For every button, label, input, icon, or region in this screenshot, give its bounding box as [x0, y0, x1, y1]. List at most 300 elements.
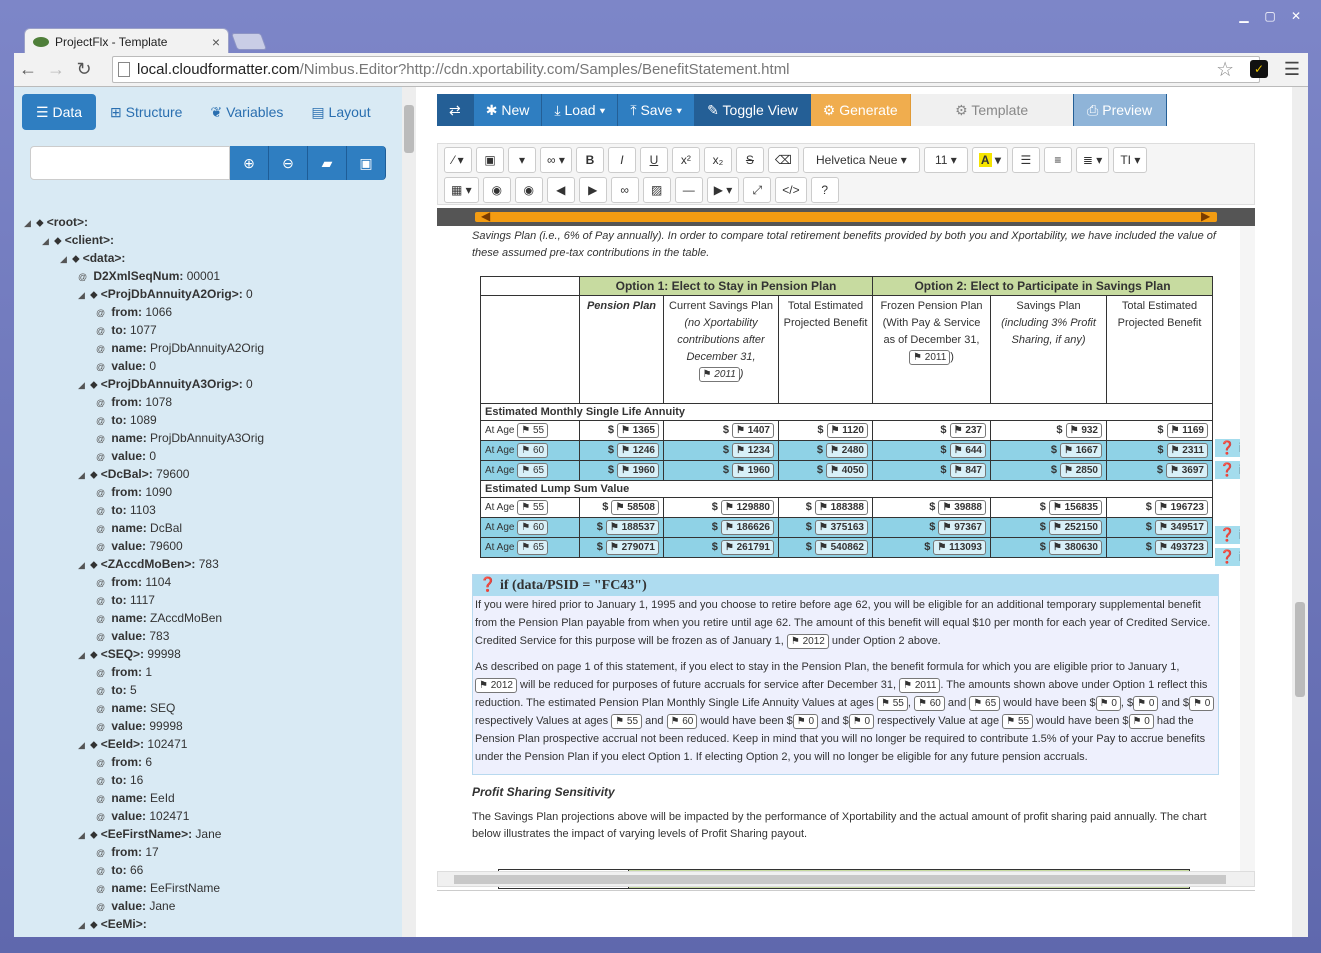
node-name: name:	[111, 881, 147, 895]
amount-value: 186626	[736, 522, 770, 533]
value-chip[interactable]: ⚑ 188388	[815, 500, 868, 515]
tree-node[interactable]	[24, 465, 394, 483]
help-icon[interactable]: ?	[811, 177, 839, 203]
age-value: 60	[533, 522, 545, 533]
eraser-icon[interactable]: ⌫	[768, 147, 799, 173]
swap-icon[interactable]: ⇄	[437, 94, 474, 126]
link-menu-icon[interactable]: ∞ ▾	[540, 147, 572, 173]
condition-header	[473, 575, 1218, 596]
age-chip[interactable]: ⚑ 65	[517, 463, 548, 478]
amount-value: 97367	[954, 522, 982, 533]
tree-node[interactable]	[24, 879, 394, 897]
value-cell: $ ⚑ 540862	[779, 538, 873, 558]
value-chip[interactable]: ⚑ 188537	[606, 520, 659, 535]
paste-icon[interactable]: ▣	[347, 146, 386, 180]
field-chip[interactable]: ⚑ 65	[969, 696, 1000, 711]
bullet-list-icon[interactable]: ☰	[1012, 147, 1040, 173]
value-chip[interactable]: ⚑ 644	[950, 443, 986, 458]
tree-node[interactable]	[24, 825, 394, 843]
superscript-icon[interactable]: x²	[672, 147, 700, 173]
remove-node-icon[interactable]: ⊖	[269, 146, 308, 180]
value-cell: $ ⚑ 186626	[664, 518, 779, 538]
value-chip[interactable]: ⚑ 4050	[826, 463, 868, 478]
attribute-icon: @	[96, 434, 106, 444]
intro-paragraph: Savings Plan (i.e., 6% of Pay annually). In order to compare total retirement benefits provided by both you and Xportability, we have included the value of these assumed pre-tax contributions in the table.	[472, 230, 1216, 259]
tree-node[interactable]	[24, 735, 394, 753]
value-chip[interactable]: ⚑ 97367	[938, 520, 986, 535]
image-icon[interactable]: ▨	[643, 177, 671, 203]
field-chip[interactable]: ⚑ 2011	[899, 678, 940, 693]
right-margin-arrow-icon[interactable]: ▶	[1201, 209, 1211, 223]
preview-button[interactable]: ⎙ Preview	[1074, 94, 1167, 126]
node-name: <EeMi>:	[100, 917, 147, 931]
value-chip[interactable]: ⚑ 1120	[827, 423, 868, 438]
node-name: from:	[111, 665, 143, 679]
data-search-input[interactable]	[30, 146, 230, 180]
expand-toggle-icon[interactable]: ◢	[78, 740, 85, 750]
field-chip[interactable]: ⚑ 2012	[475, 678, 517, 693]
value-chip[interactable]: ⚑ 1960	[617, 463, 659, 478]
tab-layout-label: Layout	[328, 104, 371, 120]
node-name: from:	[111, 845, 143, 859]
field-chip[interactable]: ⚑ 0	[849, 714, 874, 729]
expand-toggle-icon[interactable]: ◢	[78, 830, 85, 840]
node-name: value:	[111, 809, 147, 823]
attribute-icon: @	[96, 704, 106, 714]
value-chip[interactable]: ⚑ 261791	[721, 540, 774, 555]
field-chip[interactable]: ⚑ 0	[1096, 696, 1121, 711]
tree-node[interactable]	[24, 681, 394, 699]
field-chip[interactable]: ⚑ 55	[877, 696, 908, 711]
hyperlink-icon[interactable]: ∞	[611, 177, 639, 203]
node-value: 1090	[142, 485, 173, 499]
condition-if-label[interactable]: ❓	[1215, 526, 1255, 544]
italic-icon[interactable]: I	[608, 147, 636, 173]
font-size-select[interactable]: 11 ▾	[924, 147, 968, 173]
expand-toggle-icon[interactable]: ◢	[24, 218, 31, 228]
field-chip[interactable]: ⚑ 0	[1133, 696, 1158, 711]
circle-left-icon[interactable]: ◀	[547, 177, 575, 203]
attribute-icon: @	[96, 596, 106, 606]
amount-value: 2850	[1075, 465, 1098, 476]
tree-node[interactable]	[24, 357, 394, 375]
amount-value: 847	[965, 465, 982, 476]
expand-toggle-icon[interactable]: ◢	[78, 470, 85, 480]
field-chip-value: 60	[929, 698, 941, 709]
expand-toggle-icon[interactable]: ◢	[42, 236, 49, 246]
age-chip[interactable]: ⚑ 55	[517, 500, 548, 515]
align-icon[interactable]: ≣ ▾	[1076, 147, 1109, 173]
numbered-list-icon[interactable]: ≡	[1044, 147, 1072, 173]
node-name: from:	[111, 305, 143, 319]
node-name: D2XmlSeqNum:	[93, 269, 184, 283]
value-chip[interactable]: ⚑ 1246	[617, 443, 659, 458]
condition-if-label[interactable]: ❓	[1215, 548, 1255, 566]
tree-node[interactable]	[24, 447, 394, 465]
tab-variables[interactable]	[196, 94, 297, 130]
tree-node[interactable]	[24, 267, 394, 285]
tag-icon: ⬥	[90, 738, 98, 751]
age-value: 55	[533, 425, 545, 436]
font-size-value: 11	[934, 153, 948, 167]
tree-node[interactable]	[24, 915, 394, 933]
separator: and	[944, 697, 970, 709]
col-frozen-pension: Frozen Pension Plan (With Pay & Service as of December 31, ⚑ 2011 )	[873, 296, 991, 404]
tree-node[interactable]	[24, 537, 394, 555]
separator: ,	[907, 697, 914, 709]
tab-structure[interactable]	[96, 94, 196, 130]
attribute-icon: @	[96, 542, 106, 552]
amount-value: 1407	[747, 425, 770, 436]
attribute-icon: @	[96, 614, 106, 624]
field-chip[interactable]: ⚑ 60	[667, 714, 698, 729]
field-chip-value: 2012	[490, 680, 513, 691]
tree-node[interactable]	[24, 843, 394, 861]
node-value: SEQ	[146, 701, 176, 715]
field-chip-value: 65	[985, 698, 997, 709]
tree-node[interactable]	[24, 555, 394, 573]
year-chip-value: 2011	[714, 369, 736, 380]
tree-node[interactable]	[24, 483, 394, 501]
load-button[interactable]: ⤓ Load ▾	[542, 94, 618, 126]
value-cell: $ ⚑ 39888	[873, 498, 991, 518]
page-scrollbar[interactable]	[1292, 87, 1308, 937]
field-chip[interactable]: ⚑ 0	[1189, 696, 1214, 711]
document-scrollbar[interactable]	[1240, 226, 1255, 871]
save-label: Save	[640, 102, 673, 118]
age-cell	[481, 441, 580, 461]
cond-text-2g: had the Pension Plan prospective accrual not been reduced. Keep in mind that you will no longer be required to contribute 1.5% of your Pay to accrue benefits under the Pension Plan if you elect Option 1. If electing Option 2, you will no longer be eligible for any future pension accruals.	[475, 715, 1206, 763]
left-margin-arrow-icon[interactable]: ◀	[481, 209, 491, 223]
new-label: New	[501, 102, 530, 118]
node-name: value:	[111, 359, 147, 373]
node-name: name:	[111, 521, 147, 535]
node-name: to:	[111, 413, 127, 427]
age-chip[interactable]: ⚑ 60	[517, 520, 548, 535]
attribute-icon: @	[96, 524, 106, 534]
highlight-color-icon[interactable]: A ▾	[972, 147, 1008, 173]
save-button[interactable]: ⤒ Save ▾	[618, 94, 695, 126]
node-value: 1066	[142, 305, 173, 319]
value-chip[interactable]: ⚑ 847	[950, 463, 986, 478]
document-content[interactable]	[437, 226, 1240, 871]
bookmark-star-icon[interactable]: ☆	[1216, 59, 1234, 81]
value-chip[interactable]: ⚑ 113093	[933, 540, 986, 555]
node-value: 1077	[126, 323, 157, 337]
value-chip[interactable]: ⚑ 1407	[732, 423, 774, 438]
col-total-option1: Total Estimated Projected Benefit	[779, 296, 873, 404]
tab-structure-label: Structure	[125, 104, 183, 120]
field-chip[interactable]: ⚑ 0	[1129, 714, 1154, 729]
option2-header: Option 2: Elect to Participate in Savings Plan	[873, 277, 1213, 296]
age-value: 55	[533, 502, 545, 513]
value-cell: $ ⚑ 1667	[991, 441, 1107, 461]
open-folder-icon[interactable]: ▰	[308, 146, 347, 180]
value-cell: $ ⚑ 279071	[580, 538, 664, 558]
value-chip[interactable]: ⚑ 1365	[617, 423, 659, 438]
amount-value: 2311	[1182, 445, 1204, 456]
field-chip[interactable]: ⚑ 60	[914, 696, 945, 711]
value-chip[interactable]: ⚑ 3697	[1166, 463, 1208, 478]
at-age-label: At Age	[485, 522, 515, 533]
node-value: 102471	[146, 809, 190, 823]
amount-value: 39888	[954, 502, 982, 513]
node-value: DcBal	[146, 521, 183, 535]
value-chip[interactable]: ⚑ 540862	[815, 540, 868, 555]
tree-node[interactable]	[24, 213, 394, 231]
expand-toggle-icon[interactable]: ◢	[78, 560, 85, 570]
value-chip[interactable]: ⚑ 39888	[938, 500, 986, 515]
horizontal-scroll-thumb[interactable]	[454, 875, 1226, 884]
circle-down-icon[interactable]: ◉	[515, 177, 543, 203]
age-chip[interactable]: ⚑ 65	[517, 540, 548, 555]
template-label: Template	[971, 102, 1029, 118]
node-value: 1103	[126, 503, 156, 517]
browser-toolbar	[14, 53, 1308, 87]
value-chip[interactable]: ⚑ 2850	[1060, 463, 1102, 478]
main-toolbar	[437, 94, 1167, 126]
node-name: name:	[111, 611, 147, 625]
value-cell: $ ⚑ 1169	[1107, 421, 1213, 441]
value-chip[interactable]: ⚑ 237	[950, 423, 986, 438]
field-chip-value: 0	[1111, 698, 1117, 709]
value-chip[interactable]: ⚑ 2480	[826, 443, 868, 458]
value-cell: $ ⚑ 2480	[779, 441, 873, 461]
fullscreen-icon[interactable]: ⤢	[743, 177, 771, 203]
resize-grip[interactable]	[437, 890, 1255, 898]
tree-node[interactable]	[24, 645, 394, 663]
tree-node[interactable]	[24, 249, 394, 267]
value-cell: $ ⚑ 375163	[779, 518, 873, 538]
node-value: 0	[242, 287, 253, 301]
amount-value: 1169	[1182, 425, 1204, 436]
extension-icon[interactable]: ✓	[1250, 60, 1268, 78]
attribute-icon: @	[96, 578, 106, 588]
value-chip[interactable]: ⚑ 1667	[1060, 443, 1102, 458]
expand-toggle-icon[interactable]: ◢	[78, 920, 85, 930]
template-button[interactable]: ⚙ Template	[911, 94, 1074, 126]
tree-node[interactable]	[24, 321, 394, 339]
margin-bar[interactable]	[475, 212, 1217, 222]
node-value: Jane	[192, 827, 222, 841]
tab-data[interactable]	[22, 94, 96, 130]
tree-node[interactable]	[24, 897, 394, 915]
font-family-select[interactable]: Helvetica Neue ▾	[803, 147, 920, 173]
value-chip[interactable]: ⚑ 1234	[732, 443, 774, 458]
node-value: 79600	[146, 539, 183, 553]
value-chip[interactable]: ⚑ 932	[1066, 423, 1102, 438]
value-chip[interactable]: ⚑ 279071	[606, 540, 659, 555]
new-button[interactable]: ✱ New	[474, 94, 543, 126]
year-field-chip[interactable]: ⚑ 2011	[699, 367, 740, 382]
tree-node[interactable]	[24, 861, 394, 879]
amount-value: 1120	[842, 425, 864, 436]
horizontal-scrollbar[interactable]	[437, 871, 1255, 887]
node-value: ProjDbAnnuityA3Orig	[146, 431, 265, 445]
condition-if-label[interactable]: ❓	[1215, 461, 1255, 479]
bookmark-icon[interactable]: ▶ ▾	[707, 177, 740, 203]
tree-node[interactable]	[24, 699, 394, 717]
attribute-icon: @	[96, 326, 106, 336]
at-age-label: At Age	[485, 542, 515, 553]
value-chip[interactable]: ⚑ 1169	[1167, 423, 1208, 438]
new-tab-button[interactable]	[231, 33, 267, 50]
toggle-view-button[interactable]: ✎ Toggle View	[695, 94, 811, 126]
minimize-icon[interactable]: ▁	[1239, 9, 1249, 23]
field-chip[interactable]: ⚑ 55	[1002, 714, 1033, 729]
expand-toggle-icon[interactable]: ◢	[78, 650, 85, 660]
table-icon[interactable]: ▦ ▾	[444, 177, 479, 203]
field-chip-value: 2011	[914, 680, 937, 691]
tree-node[interactable]	[24, 717, 394, 735]
table-row	[481, 538, 1213, 558]
page-scroll-thumb[interactable]	[1295, 602, 1305, 697]
value-chip[interactable]: ⚑ 349517	[1155, 520, 1208, 535]
add-node-icon[interactable]: ⊕	[230, 146, 269, 180]
node-name: value:	[111, 449, 147, 463]
field-chip-value: 0	[864, 716, 871, 727]
url-path: /Nimbus.Editor?http://cdn.xportability.com/Samples/BenefitStatement.html	[299, 61, 790, 78]
cond-text-2d: would have been $	[697, 715, 793, 727]
close-window-icon[interactable]: ✕	[1290, 9, 1302, 23]
node-value: 79600	[152, 467, 190, 481]
field-chip-value: 0	[808, 716, 815, 727]
age-chip[interactable]: ⚑ 60	[517, 443, 548, 458]
question-icon: ❓	[479, 578, 500, 593]
amount-value: 4050	[841, 465, 864, 476]
tag-icon: ⬥	[54, 234, 62, 247]
code-view-icon[interactable]: </>	[775, 177, 806, 203]
field-chip[interactable]: ⚑ 55	[611, 714, 642, 729]
tree-node[interactable]	[24, 573, 394, 591]
value-cell: $ ⚑ 113093	[873, 538, 991, 558]
amount-value: 540862	[830, 542, 864, 553]
left-tabs	[22, 94, 385, 130]
field-chip-value: 55	[1017, 716, 1030, 727]
attribute-icon: @	[78, 272, 88, 282]
tree-node[interactable]	[24, 375, 394, 393]
value-cell: $ ⚑ 237	[873, 421, 991, 441]
age-value: 60	[533, 445, 545, 456]
value-chip[interactable]: ⚑ 380630	[1049, 540, 1102, 555]
value-cell: $ ⚑ 156835	[991, 498, 1107, 518]
tree-node[interactable]	[24, 429, 394, 447]
tree-node[interactable]	[24, 411, 394, 429]
attribute-icon: @	[96, 344, 106, 354]
expand-toggle-icon[interactable]: ◢	[78, 380, 85, 390]
value-chip[interactable]: ⚑ 186626	[721, 520, 774, 535]
tab-layout[interactable]	[297, 94, 384, 130]
close-tab-icon[interactable]: ×	[211, 33, 220, 50]
strikethrough-icon[interactable]: S	[736, 147, 764, 173]
attribute-icon: @	[96, 866, 106, 876]
tree-node[interactable]	[24, 609, 394, 627]
node-value: 102471	[144, 737, 188, 751]
tree-node[interactable]	[24, 807, 394, 825]
value-cell: $ ⚑ 380630	[991, 538, 1107, 558]
tree-node[interactable]	[24, 303, 394, 321]
tree-node[interactable]	[24, 789, 394, 807]
left-scroll-thumb[interactable]	[404, 105, 414, 153]
node-value: 1089	[126, 413, 157, 427]
reload-icon[interactable]: ↻	[76, 59, 92, 79]
tree-node[interactable]	[24, 591, 394, 609]
bold-icon[interactable]: B	[576, 147, 604, 173]
subscript-icon[interactable]: x₂	[704, 147, 732, 173]
tree-node[interactable]	[24, 231, 394, 249]
value-chip[interactable]: ⚑ 196723	[1155, 500, 1208, 515]
node-name: value:	[111, 719, 147, 733]
left-scrollbar[interactable]	[402, 87, 416, 937]
tree-node[interactable]	[24, 753, 394, 771]
tag-icon: ⬥	[90, 918, 98, 931]
col-savings-plan-note: (including 3% Profit Sharing, if any)	[1001, 317, 1096, 346]
back-arrow-icon[interactable]: ←	[19, 59, 37, 79]
node-name: <SEQ>:	[100, 647, 145, 661]
tree-node[interactable]	[24, 339, 394, 357]
value-cell: $ ⚑ 97367	[873, 518, 991, 538]
amount-value: 932	[1081, 425, 1098, 436]
field-chip[interactable]: ⚑ 0	[793, 714, 818, 729]
browser-tab[interactable]	[24, 28, 229, 54]
magic-wand-icon[interactable]: ⁄ ▾	[444, 147, 472, 173]
expand-toggle-icon[interactable]: ◢	[78, 290, 85, 300]
value-chip[interactable]: ⚑ 129880	[721, 500, 774, 515]
menu-icon[interactable]: ☰	[1283, 59, 1300, 79]
tree-node[interactable]	[24, 519, 394, 537]
age-chip[interactable]: ⚑ 55	[517, 423, 548, 438]
conditional-block[interactable]	[472, 574, 1219, 775]
tree-node[interactable]	[24, 501, 394, 519]
year-chip-value: 2011	[924, 352, 947, 363]
circle-up-icon[interactable]: ◉	[483, 177, 511, 203]
field-chip-value: 0	[1144, 716, 1150, 727]
value-chip[interactable]: ⚑ 156835	[1049, 500, 1102, 515]
underline-icon[interactable]: U	[640, 147, 668, 173]
attribute-icon: @	[96, 812, 106, 822]
tree-node[interactable]	[24, 285, 394, 303]
forward-arrow-icon[interactable]: →	[47, 59, 65, 79]
expand-toggle-icon[interactable]: ◢	[60, 254, 67, 264]
value-chip[interactable]: ⚑ 58508	[611, 500, 659, 515]
value-chip[interactable]: ⚑ 1960	[732, 463, 774, 478]
tree-node[interactable]	[24, 771, 394, 789]
maximize-icon[interactable]: ▢	[1264, 9, 1276, 23]
insert-dropdown-icon[interactable]: ▾	[508, 147, 536, 173]
value-chip[interactable]: ⚑ 375163	[815, 520, 868, 535]
circle-right-icon[interactable]: ▶	[579, 177, 607, 203]
tree-node[interactable]	[24, 627, 394, 645]
text-height-icon[interactable]: TI ▾	[1113, 147, 1147, 173]
horizontal-rule-icon[interactable]: —	[675, 177, 703, 203]
amount-value: 1960	[632, 465, 655, 476]
value-chip[interactable]: ⚑ 493723	[1155, 540, 1208, 555]
generate-button[interactable]: ⚙ Generate	[811, 94, 911, 126]
value-chip[interactable]: ⚑ 252150	[1049, 520, 1102, 535]
file-icon: ▤	[311, 104, 329, 120]
node-name: <root>:	[46, 215, 89, 229]
tree-node[interactable]	[24, 663, 394, 681]
condition-if-label[interactable]: ❓	[1215, 439, 1255, 457]
value-cell: $ ⚑ 2850	[991, 461, 1107, 481]
tag-icon: ⬥	[90, 468, 98, 481]
year-field-chip[interactable]: ⚑ 2011	[909, 350, 950, 365]
tree-node[interactable]	[24, 393, 394, 411]
insert-block-icon[interactable]: ▣	[476, 147, 504, 173]
field-chip[interactable]: ⚑ 2012	[787, 634, 829, 649]
value-chip[interactable]: ⚑ 2311	[1167, 443, 1208, 458]
address-bar[interactable]	[112, 56, 1260, 83]
